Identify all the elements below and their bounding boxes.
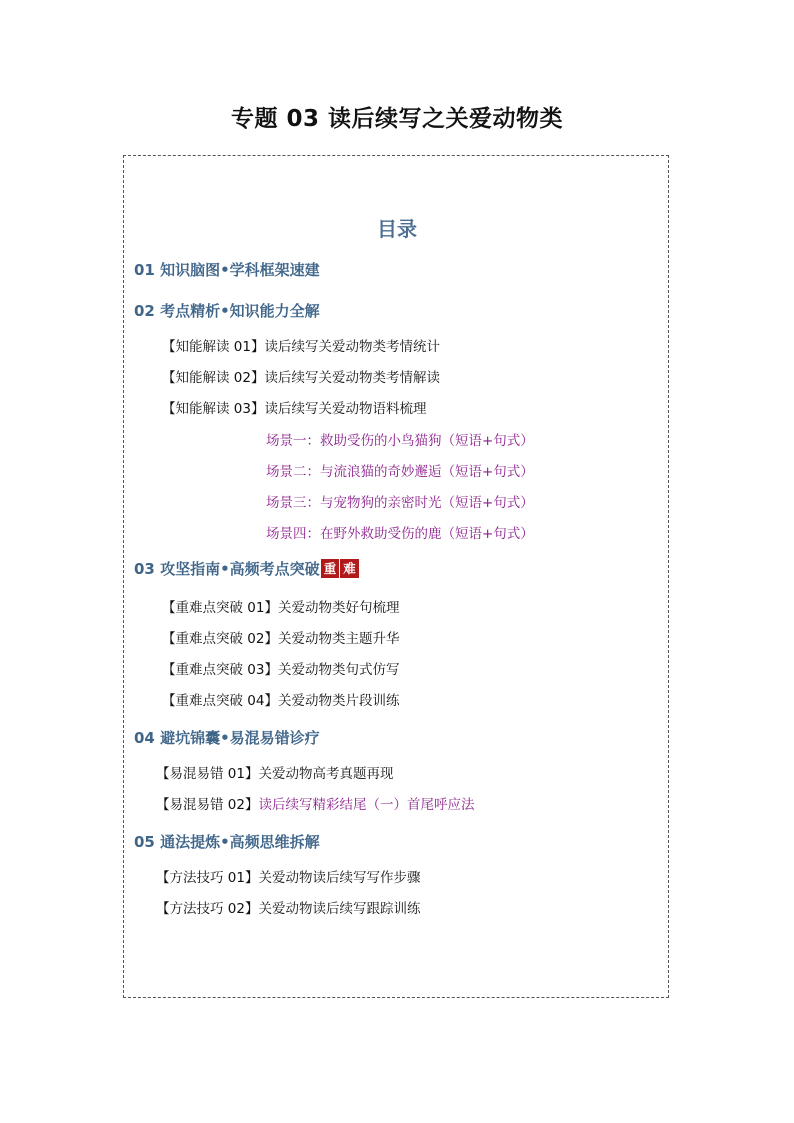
toc-scene-item[interactable]: 场景三：与宠物狗的亲密时光（短语+句式） [266, 495, 534, 511]
toc-section-05[interactable]: 05 通法提炼•高频思维拆解 [134, 833, 320, 851]
toc-item[interactable]: 【知能解读 01】读后续写关爱动物类考情统计 [162, 339, 440, 355]
toc-section-03[interactable] [134, 558, 359, 579]
toc-item[interactable]: 【方法技巧 02】关爱动物读后续写跟踪训练 [156, 901, 421, 917]
toc-item-label: 读后续写精彩结尾（一）首尾呼应法 [258, 797, 475, 813]
toc-section-01[interactable]: 01 知识脑图•学科框架速建 [134, 261, 320, 279]
difficulty-badge: 难 [340, 559, 359, 578]
toc-item[interactable]: 【重难点突破 04】关爱动物类片段训练 [162, 693, 400, 709]
toc-item[interactable]: 【易混易错 01】关爱动物高考真题再现 [156, 766, 394, 782]
toc-heading: 目录 [377, 217, 417, 241]
toc-scene-item[interactable]: 场景四：在野外救助受伤的鹿（短语+句式） [266, 526, 534, 542]
toc-scene-item[interactable]: 场景一：救助受伤的小鸟猫狗（短语+句式） [266, 433, 534, 449]
difficulty-badge: 重 [321, 559, 340, 578]
toc-item-prefix: 【易混易错 02】 [156, 797, 259, 813]
toc-scene-item[interactable]: 场景二：与流浪猫的奇妙邂逅（短语+句式） [266, 464, 534, 480]
toc-item[interactable]: 【知能解读 02】读后续写关爱动物类考情解读 [162, 370, 440, 386]
toc-item[interactable] [156, 793, 474, 813]
document-title: 专题 03 读后续写之关爱动物类 [230, 106, 564, 132]
toc-item[interactable]: 【重难点突破 03】关爱动物类句式仿写 [162, 662, 400, 678]
toc-item[interactable]: 【重难点突破 01】关爱动物类好句梳理 [162, 600, 400, 616]
toc-section-04[interactable]: 04 避坑锦囊•易混易错诊疗 [134, 729, 320, 747]
toc-item[interactable]: 【知能解读 03】读后续写关爱动物语料梳理 [162, 401, 427, 417]
toc-item[interactable]: 【重难点突破 02】关爱动物类主题升华 [162, 631, 400, 647]
toc-section-02[interactable]: 02 考点精析•知识能力全解 [134, 302, 320, 320]
toc-section-label: 03 攻坚指南•高频考点突破 [134, 560, 320, 578]
toc-item[interactable]: 【方法技巧 01】关爱动物读后续写写作步骤 [156, 870, 421, 886]
